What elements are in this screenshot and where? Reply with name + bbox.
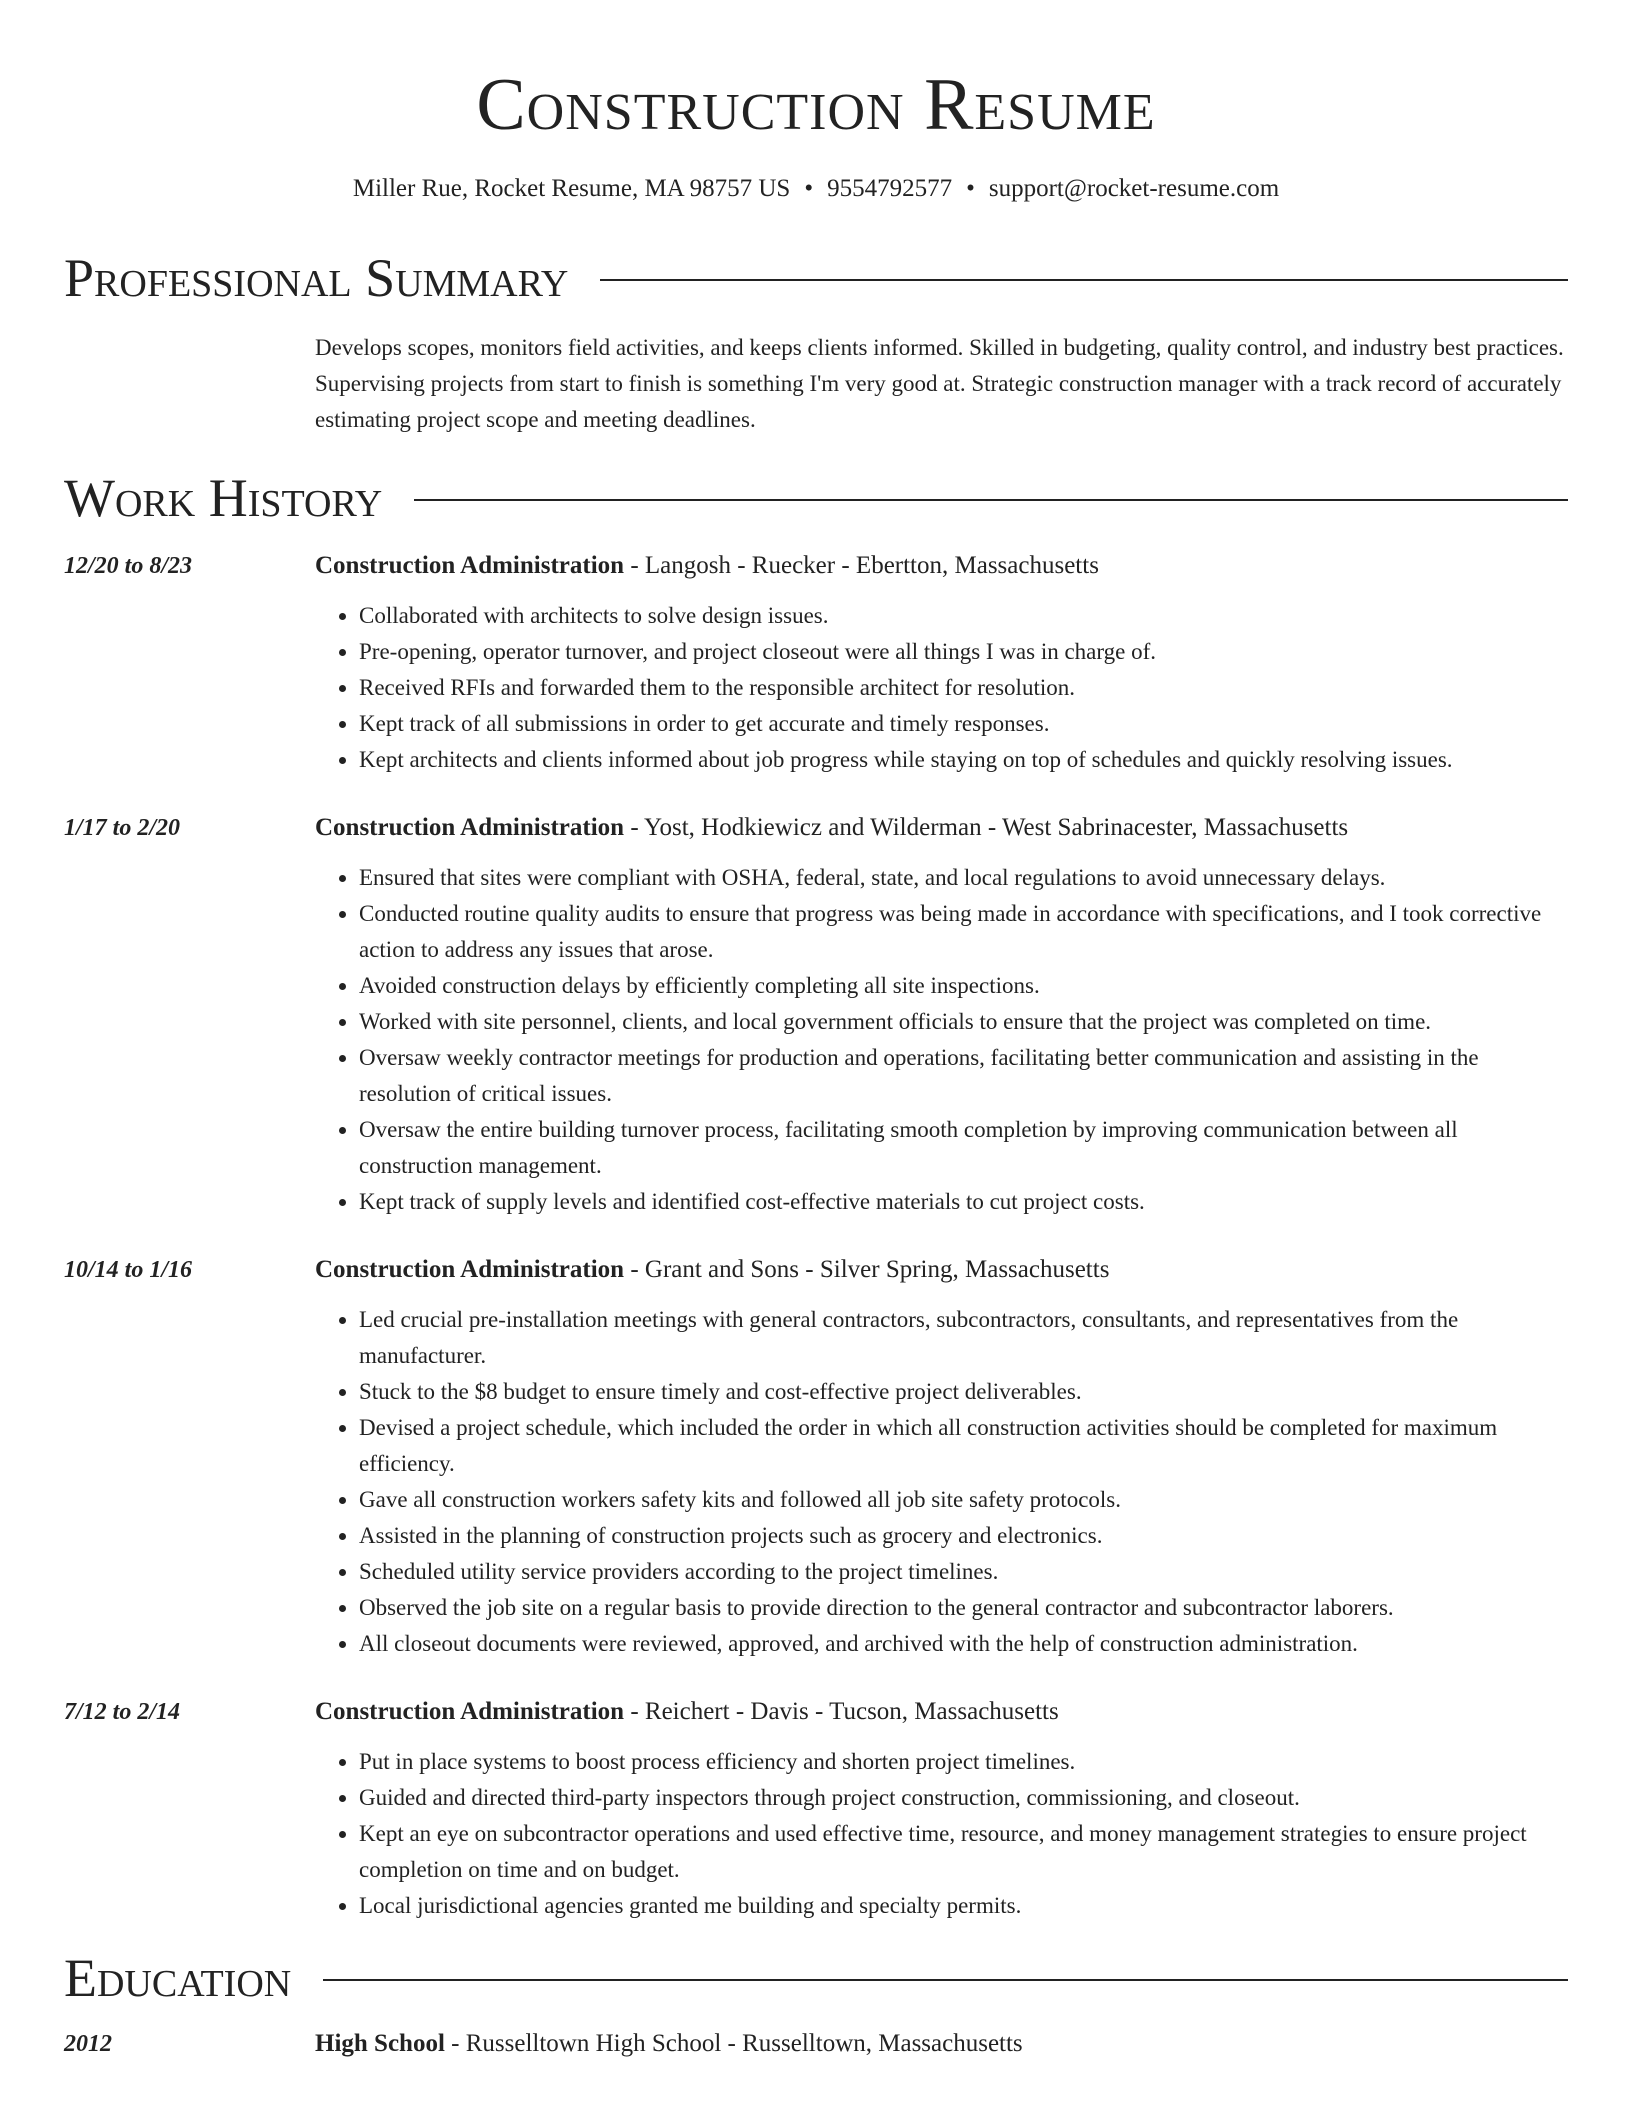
- job-title: Construction Administration: [315, 1256, 625, 1283]
- job-dates: 7/12 to 2/14: [64, 1699, 181, 1725]
- section-title-work-history: Work History: [64, 468, 383, 528]
- job-employer: - Reichert - Davis - Tucson, Massachusetts: [624, 1698, 1059, 1725]
- job-bullet: • Conducted routine quality audits to ensure that progress was being made in accordance with specifications, and I took corrective action to address any issues that arose.: [359, 896, 1568, 968]
- job-title-line: [315, 1694, 1568, 1730]
- job-entry: [64, 1252, 1568, 1662]
- job-title-line: [315, 548, 1568, 584]
- section-header-summary: [64, 246, 1568, 310]
- job-bullet: • Worked with site personnel, clients, and local government officials to ensure that the project was completed on time.: [359, 1004, 1568, 1040]
- job-bullet: • Ensured that sites were compliant with OSHA, federal, state, and local regulations to avoid unnecessary delays.: [359, 860, 1568, 896]
- job-entry: [64, 1694, 1568, 1924]
- summary-text: Develops scopes, monitors field activities, and keeps clients informed. Skilled in budgeting, quality control, and industry best practices. Supervising projects from start to finish is something I'm very good at. Strategic construction manager with a track record of accurately estimating project scope and meeting deadlines.: [315, 335, 1564, 432]
- job-bullet: • Kept an eye on subcontractor operations and used effective time, resource, and money management strategies to ensure project completion on time and on budget.: [359, 1816, 1568, 1888]
- job-bullets: [315, 1744, 1568, 1924]
- job-bullet: • Kept architects and clients informed about job progress while staying on top of schedules and quickly resolving issues.: [359, 742, 1568, 778]
- job-employer: - Grant and Sons - Silver Spring, Massachusetts: [624, 1256, 1110, 1283]
- job-bullet: • Oversaw the entire building turnover process, facilitating smooth completion by improving communication between all construction management.: [359, 1112, 1568, 1184]
- job-bullet: • Received RFIs and forwarded them to the responsible architect for resolution.: [359, 670, 1568, 706]
- job-bullet: • Collaborated with architects to solve design issues.: [359, 598, 1568, 634]
- resume-title: Construction Resume: [476, 64, 1156, 146]
- job-bullet: • Pre-opening, operator turnover, and project closeout were all things I was in charge of.: [359, 634, 1568, 670]
- job-bullet: • Avoided construction delays by efficiently completing all site inspections.: [359, 968, 1568, 1004]
- education-school: - Russelltown High School - Russelltown, Massachusetts: [444, 2030, 1023, 2057]
- job-bullet: • Put in place systems to boost process efficiency and shorten project timelines.: [359, 1744, 1568, 1780]
- job-bullet: • All closeout documents were reviewed, approved, and archived with the help of construction administration.: [359, 1626, 1568, 1662]
- job-bullets: [315, 598, 1568, 778]
- contact-separator: •: [966, 175, 975, 202]
- education-dates: 2012: [64, 2031, 112, 2057]
- job-bullet: • Gave all construction workers safety kits and followed all job site safety protocols.: [359, 1482, 1568, 1518]
- job-title-line: [315, 810, 1568, 846]
- section-divider: [600, 279, 1568, 281]
- work-history-list: [64, 548, 1568, 1924]
- job-bullet: • Kept track of all submissions in order to get accurate and timely responses.: [359, 706, 1568, 742]
- contact-line: [64, 172, 1568, 206]
- contact-email: support@rocket-resume.com: [988, 175, 1280, 202]
- job-bullet: • Assisted in the planning of construction projects such as grocery and electronics.: [359, 1518, 1568, 1554]
- job-bullet: • Led crucial pre-installation meetings with general contractors, subcontractors, consultants, and representatives from the manufacturer.: [359, 1302, 1568, 1374]
- job-title: Construction Administration: [315, 552, 625, 579]
- job-employer: - Yost, Hodkiewicz and Wilderman - West Sabrinacester, Massachusetts: [624, 814, 1349, 841]
- section-header-work-history: [64, 466, 1568, 530]
- job-bullets: [315, 860, 1568, 1220]
- job-bullets: [315, 1302, 1568, 1662]
- contact-address: Miller Rue, Rocket Resume, MA 98757 US: [352, 175, 791, 202]
- section-divider: [414, 499, 1568, 501]
- job-bullet: • Oversaw weekly contractor meetings for production and operations, facilitating better communication and assisting in the resolution of critical issues.: [359, 1040, 1568, 1112]
- section-header-education: [64, 1946, 1568, 2010]
- section-divider: [323, 1979, 1568, 1981]
- job-bullet: • Scheduled utility service providers according to the project timelines.: [359, 1554, 1568, 1590]
- education-degree: High School: [315, 2030, 445, 2057]
- job-dates: 10/14 to 1/16: [64, 1257, 193, 1283]
- job-bullet: • Local jurisdictional agencies granted me building and specialty permits.: [359, 1888, 1568, 1924]
- section-title-education: Education: [64, 1948, 292, 2008]
- education-title-line: [315, 2026, 1568, 2062]
- contact-phone: 9554792577: [827, 175, 953, 202]
- job-bullet: • Guided and directed third-party inspectors through project construction, commissioning, and closeout.: [359, 1780, 1568, 1816]
- job-dates: 12/20 to 8/23: [64, 553, 193, 579]
- job-entry: [64, 548, 1568, 778]
- job-bullet: • Observed the job site on a regular basis to provide direction to the general contractor and subcontractor laborers.: [359, 1590, 1568, 1626]
- job-bullet: • Stuck to the $8 budget to ensure timely and cost-effective project deliverables.: [359, 1374, 1568, 1410]
- contact-separator: •: [804, 175, 814, 202]
- section-title-summary: Professional Summary: [64, 248, 569, 308]
- job-title: Construction Administration: [315, 1698, 625, 1725]
- job-title: Construction Administration: [315, 814, 625, 841]
- job-employer: - Langosh - Ruecker - Ebertton, Massachusetts: [624, 552, 1099, 579]
- job-title-line: [315, 1252, 1568, 1288]
- job-bullet: • Devised a project schedule, which included the order in which all construction activities should be completed for maximum efficiency.: [359, 1410, 1568, 1482]
- job-dates: 1/17 to 2/20: [64, 815, 181, 841]
- job-entry: [64, 810, 1568, 1220]
- job-bullet: • Kept track of supply levels and identified cost-effective materials to cut project costs.: [359, 1184, 1568, 1220]
- education-entry: [64, 2026, 1568, 2062]
